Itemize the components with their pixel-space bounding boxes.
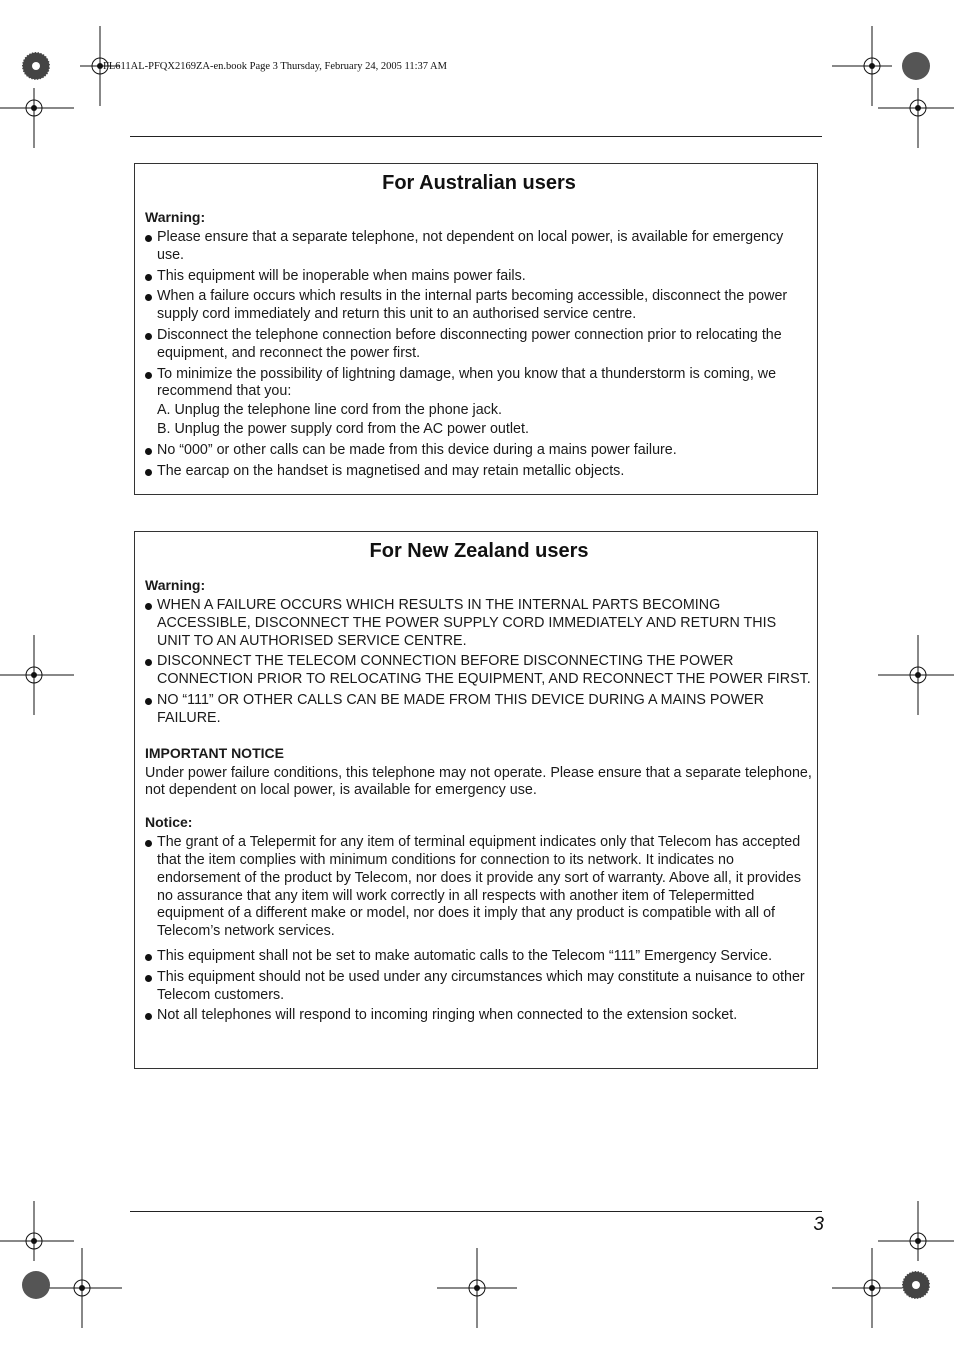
bottom-rule — [130, 1211, 822, 1212]
notice-list — [145, 834, 813, 1025]
list-item: No “000” or other calls can be made from this device during a mains power failure. — [145, 442, 813, 460]
list-item: This equipment should not be used under any circumstances which may constitute a nuisance to other Telecom customers. — [145, 969, 813, 1005]
print-slug: FL611AL-PFQX2169ZA-en.book Page 3 Thursday, February 24, 2005 11:37 AM — [103, 61, 447, 72]
starburst-mark-icon — [21, 51, 51, 81]
registration-mark-icon — [42, 1248, 122, 1328]
new-zealand-users-box — [134, 531, 818, 1069]
list-item: When a failure occurs which results in the internal parts becoming accessible, disconnect the power supply cord immediately and return this unit to an authorised service centre. — [145, 288, 813, 324]
warning-label: Warning: — [145, 209, 206, 225]
sub-item: B. Unplug the power supply cord from the AC power outlet. — [157, 420, 529, 437]
registration-mark-icon — [878, 635, 954, 715]
list-item: This equipment will be inoperable when mains power fails. — [145, 268, 813, 286]
list-item: This equipment shall not be set to make automatic calls to the Telecom “111” Emergency Service. — [145, 948, 813, 966]
warning-label: Warning: — [145, 577, 206, 593]
sub-item: A. Unplug the telephone line cord from the phone jack. — [157, 402, 502, 419]
top-rule — [130, 136, 822, 137]
new-zealand-users-title: For New Zealand users — [369, 540, 589, 562]
list-item: Disconnect the telephone connection before disconnecting power connection prior to relocating the equipment, and reconnect the power first. — [145, 327, 813, 363]
list-item: DISCONNECT THE TELECOM CONNECTION BEFORE DISCONNECTING THE POWER CONNECTION PRIOR TO RELOCATING THE EQUIPMENT, AND RECONNECT THE POWER FIRST. — [145, 653, 813, 689]
list-item: Not all telephones will respond to incoming ringing when connected to the extension socket. — [145, 1007, 813, 1025]
list-item: NO “111” OR OTHER CALLS CAN BE MADE FROM THIS DEVICE DURING A MAINS POWER FAILURE. — [145, 692, 813, 728]
registration-mark-icon — [437, 1248, 517, 1328]
list-item: The earcap on the handset is magnetised and may retain metallic objects. — [145, 463, 813, 481]
australian-users-title: For Australian users — [382, 172, 576, 194]
starburst-mark-icon — [21, 1270, 51, 1300]
registration-mark-icon — [832, 1248, 912, 1328]
list-item-text: To minimize the possibility of lightning damage, when you know that a thunderstorm is coming, we recommend that you: — [157, 365, 777, 400]
registration-mark-icon — [0, 635, 74, 715]
australian-warning-list — [145, 229, 813, 480]
new-zealand-warning-list — [145, 597, 813, 728]
important-notice-text: Under power failure conditions, this telephone may not operate. Please ensure that a separate telephone, not dependent on local power, is available for emergency use. — [145, 764, 812, 799]
list-item — [145, 366, 813, 439]
list-item: WHEN A FAILURE OCCURS WHICH RESULTS IN THE INTERNAL PARTS BECOMING ACCESSIBLE, DISCONNECT THE POWER SUPPLY CORD IMMEDIATELY AND RETURN THIS UNIT TO AN AUTHORISED SERVICE CENTRE. — [145, 597, 813, 650]
page-number: 3 — [813, 1214, 824, 1235]
starburst-mark-icon — [901, 1270, 931, 1300]
important-notice-label: IMPORTANT NOTICE — [145, 744, 284, 761]
notice-label: Notice: — [145, 814, 193, 831]
list-item: Please ensure that a separate telephone, not dependent on local power, is available for emergency use. — [145, 229, 813, 265]
australian-users-box — [134, 163, 818, 495]
starburst-mark-icon — [901, 51, 931, 81]
list-item: The grant of a Telepermit for any item of terminal equipment indicates only that Telecom has accepted that the item complies with minimum conditions for connection to its network. It indicates no endorsement of the product by Telecom, nor does it provide any sort of warranty. Above all, it provides no assurance that any item will work correctly in all respects with another item of Telepermitted equipment of a different make or model, nor does it imply that any product is compatible with all of Telecom’s network services. — [145, 834, 813, 941]
